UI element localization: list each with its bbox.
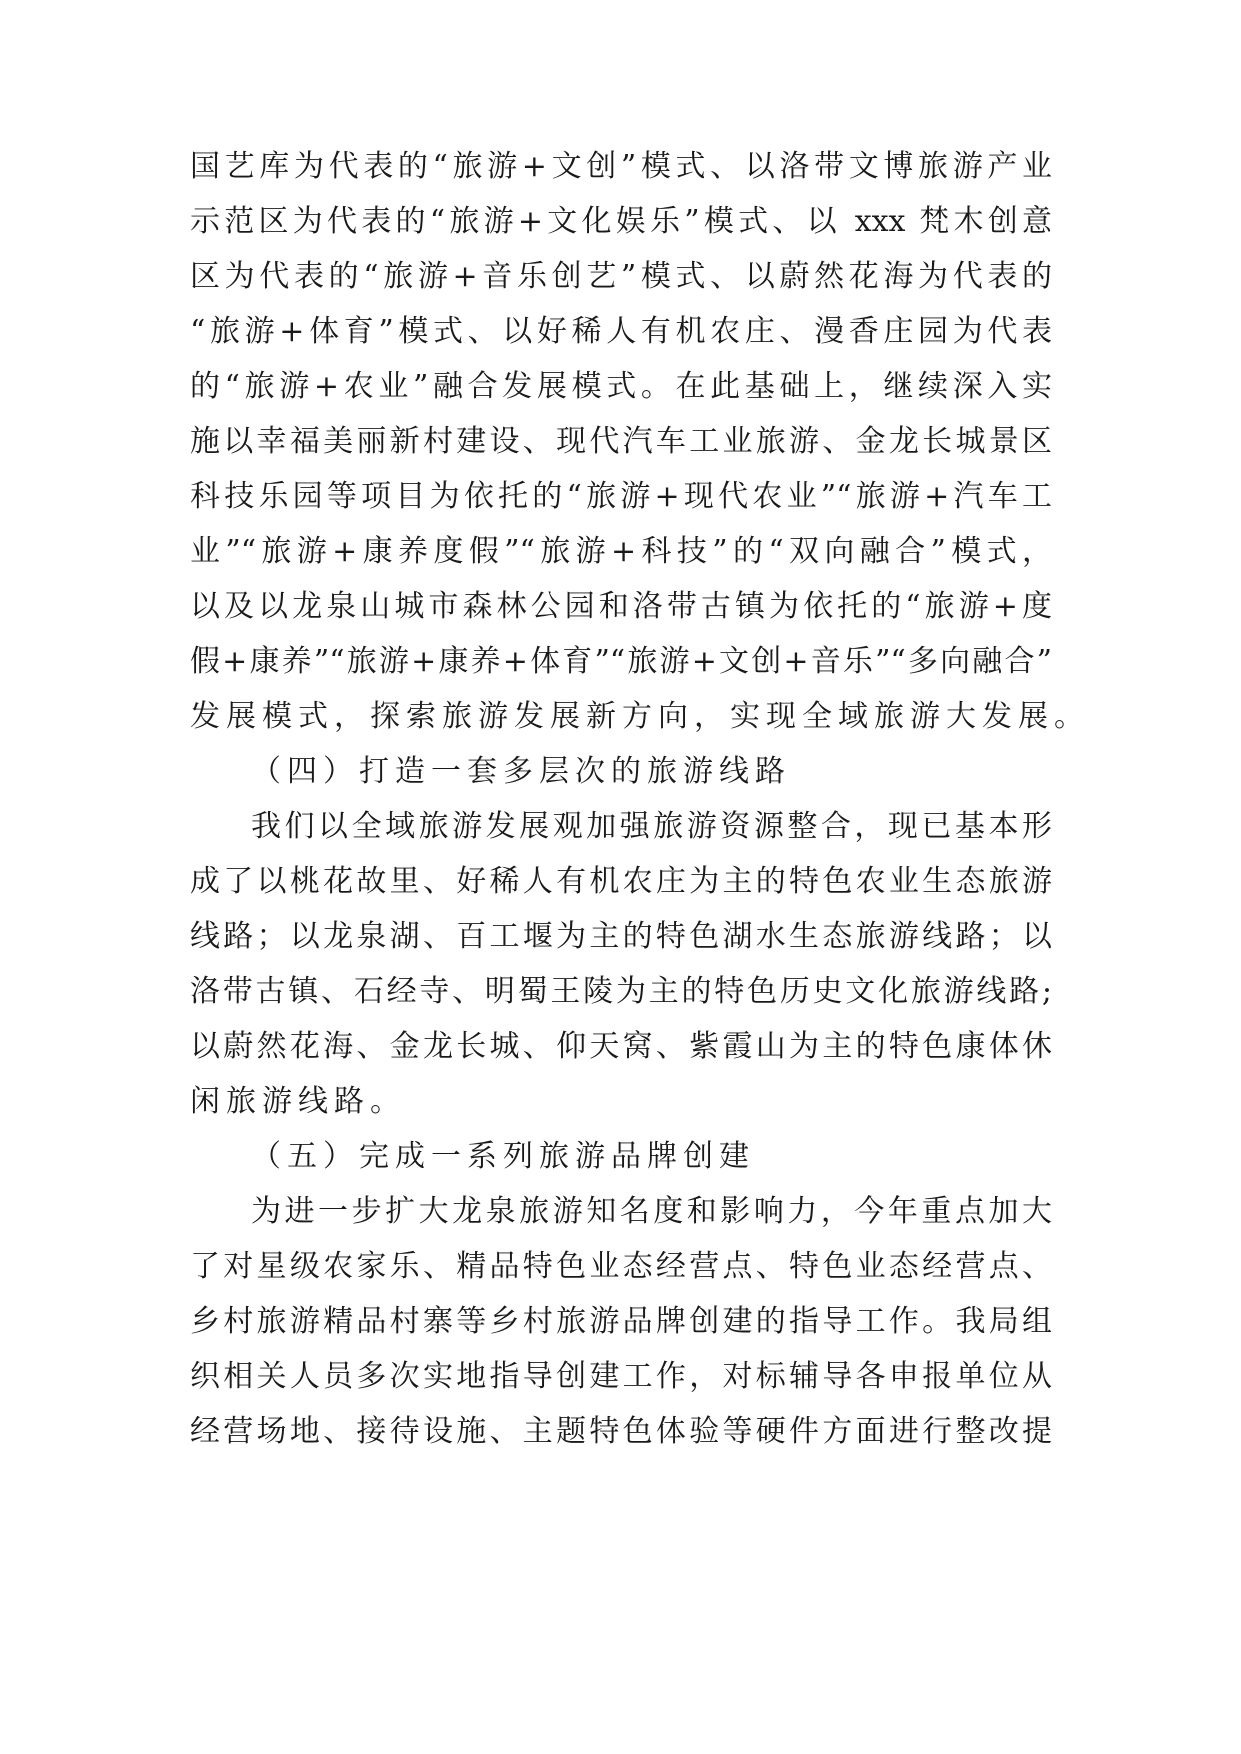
paragraph-line: 施以幸福美丽新村建设、现代汽车工业旅游、金龙长城景区 [190,424,1052,459]
paragraph-line: 发展模式，探索旅游发展新方向，实现全域旅游大发展。 [190,699,1090,734]
paragraph-line: 成了以桃花故里、好稀人有机农庄为主的特色农业生态旅游 [190,864,1052,899]
paragraph-line: 科技乐园等项目为依托的“旅游+现代农业”“旅游+汽车工 [190,479,1052,514]
section-heading-5: （五）完成一系列旅游品牌创建 [251,1139,755,1174]
paragraph-line: 我们以全域旅游发展观加强旅游资源整合，现已基本形 [251,809,1052,844]
paragraph-line: 国艺库为代表的“旅游+文创”模式、以洛带文博旅游产业 [190,149,1052,184]
paragraph-line: 洛带古镇、石经寺、明蜀王陵为主的特色历史文化旅游线路; [190,974,1052,1009]
paragraph-line: 乡村旅游精品村寨等乡村旅游品牌创建的指导工作。我局组 [190,1304,1052,1339]
paragraph-line: 闲旅游线路。 [190,1084,406,1119]
section-heading-4: （四）打造一套多层次的旅游线路 [251,754,791,789]
paragraph-line: 以及以龙泉山城市森林公园和洛带古镇为依托的“旅游+度 [190,589,1052,624]
paragraph-line: “旅游+体育”模式、以好稀人有机农庄、漫香庄园为代表 [190,314,1052,349]
paragraph-line: 业”“旅游+康养度假”“旅游+科技”的“双向融合”模式， [190,534,1052,569]
paragraph-line: 了对星级农家乐、精品特色业态经营点、特色业态经营点、 [190,1249,1052,1284]
paragraph-line: 为进一步扩大龙泉旅游知名度和影响力，今年重点加大 [251,1194,1052,1229]
paragraph-line: 区为代表的“旅游+音乐创艺”模式、以蔚然花海为代表的 [190,259,1052,294]
paragraph-line: 示范区为代表的“旅游+文化娱乐”模式、以 xxx 梵木创意 [190,204,1052,239]
paragraph-line: 经营场地、接待设施、主题特色体验等硬件方面进行整改提 [190,1414,1052,1449]
paragraph-line: 织相关人员多次实地指导创建工作，对标辅导各申报单位从 [190,1359,1052,1394]
paragraph-line: 线路；以龙泉湖、百工堰为主的特色湖水生态旅游线路；以 [190,919,1052,954]
paragraph-line: 以蔚然花海、金龙长城、仰天窝、紫霞山为主的特色康体休 [190,1029,1052,1064]
paragraph-line: 的“旅游+农业”融合发展模式。在此基础上，继续深入实 [190,369,1052,404]
paragraph-line: 假+康养”“旅游+康养+体育”“旅游+文创+音乐”“多向融合” [190,644,1052,679]
